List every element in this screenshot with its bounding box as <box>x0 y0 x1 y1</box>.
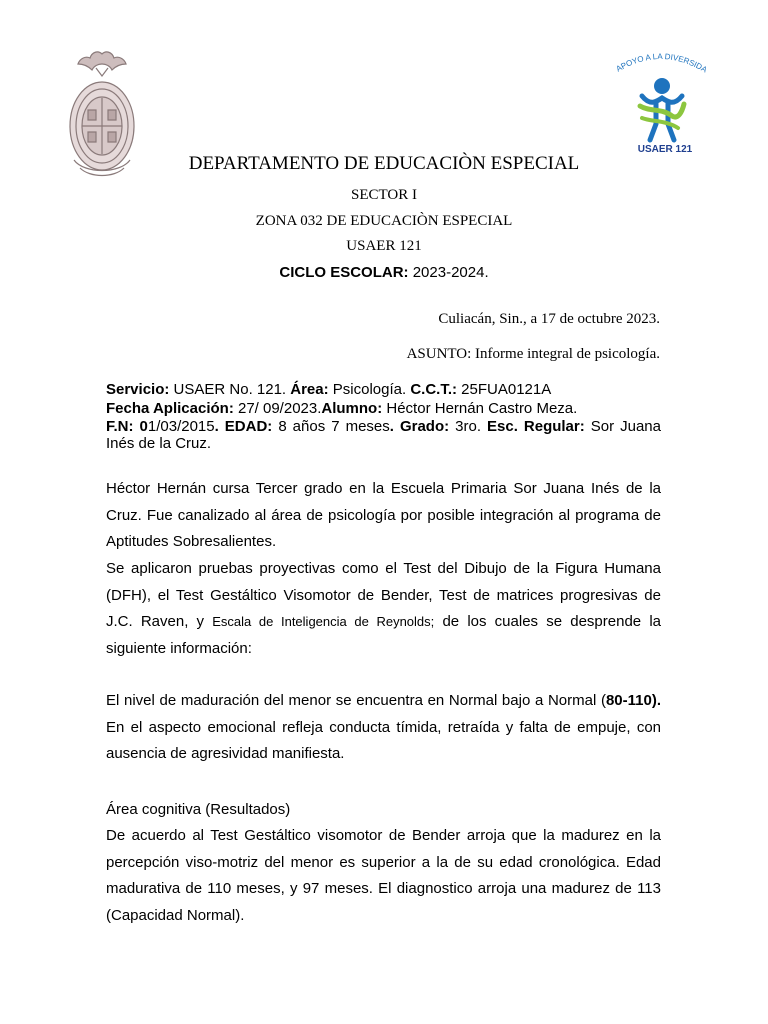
usaer-logo <box>612 50 708 160</box>
maturation-range: 80-110). <box>605 692 661 709</box>
paragraph-maturation <box>106 688 661 768</box>
maturation-text-c: En el aspecto emocional refleja conducta tímida, retraída y falta de empuje, con ausencia de agresividad manifiesta. <box>106 718 661 763</box>
tests-text-b: Escala de Inteligencia de Reynolds; <box>212 614 435 630</box>
sector-line: SECTOR I <box>351 187 417 203</box>
esc-value: Sor Juana Inés de la Cruz. <box>106 418 661 452</box>
fecha-value: 27/ 09/2023. <box>233 400 322 417</box>
fn-label: F.N: <box>106 418 134 435</box>
cognitive-title: Área cognitiva (Resultados) <box>106 801 291 818</box>
paragraph-tests <box>106 556 661 662</box>
grado-value: 3ro. <box>449 418 488 435</box>
area-value: Psicología. <box>328 381 411 398</box>
alumno-label: Alumno: <box>321 400 383 417</box>
servicio-label: Servicio: <box>106 381 170 398</box>
school-cycle-label: CICLO ESCOLAR: <box>279 264 409 281</box>
area-label: Área: <box>290 381 329 398</box>
paragraph-intro: Héctor Hernán cursa Tercer grado en la Escuela Primaria Sor Juana Inés de la Cruz. Fue canalizado al área de psicología por posible integración al programa de Aptitudes Sobresalientes. <box>106 480 661 551</box>
zona-line: ZONA 032 DE EDUCACIÒN ESPECIAL <box>255 213 513 229</box>
paragraph-cognitive: De acuerdo al Test Gestáltico visomotor de Bender arroja que la madurez en la percepción viso-motriz del menor es superior a la de su edad cronológica. Edad madurativa de 110 meses, y 97 meses. El diagnostico arroja una madurez de 113 (Capacidad Normal). <box>106 827 661 924</box>
subject-line: ASUNTO: Informe integral de psicología. <box>406 346 660 362</box>
school-cycle <box>0 264 768 281</box>
esc-label: Esc. Regular: <box>487 418 585 435</box>
tests-text-c: de los cuales se desprende la siguiente información: <box>106 613 661 657</box>
school-cycle-value: 2023-2024. <box>408 264 489 281</box>
cct-value: 25FUA0121A <box>457 381 552 398</box>
tests-text-a: Se aplicaron pruebas proyectivas como el Test del Dibujo de la Figura Humana (DFH), el Test Gestáltico Visomotor de Bender, Test de matrices progresivas de J.C. Raven, y <box>106 560 661 631</box>
logo-name: USAER 121 <box>637 144 693 155</box>
fecha-label: Fecha Aplicación: <box>106 400 234 417</box>
department-title: DEPARTAMENTO DE EDUCACIÒN ESPECIAL <box>188 153 580 174</box>
usaer-line: USAER 121 <box>346 238 422 254</box>
cct-label: C.C.T.: <box>410 381 458 398</box>
edad-label: . EDAD: <box>214 418 273 435</box>
fn-value: 1/03/2015 <box>147 418 215 435</box>
servicio-value: USAER No. 121. <box>169 381 291 398</box>
place-date: Culiacán, Sin., a 17 de octubre 2023. <box>438 311 660 327</box>
info-line-2 <box>106 400 661 417</box>
edad-value: 8 años 7 meses <box>272 418 390 435</box>
alumno-value: Héctor Hernán Castro Meza. <box>382 400 578 417</box>
info-line-1 <box>106 381 661 398</box>
fn-value-bold: 0 <box>133 418 148 435</box>
info-line-3 <box>106 418 661 452</box>
logo-arc-text: APOYO A LA DIVERSIDA <box>614 51 708 75</box>
maturation-text-a: El nivel de maduración del menor se encuentra en Normal bajo a Normal ( <box>106 692 606 709</box>
svg-text:APOYO A LA DIVERSIDAD <box>612 50 708 75</box>
grado-label: . Grado: <box>389 418 450 435</box>
